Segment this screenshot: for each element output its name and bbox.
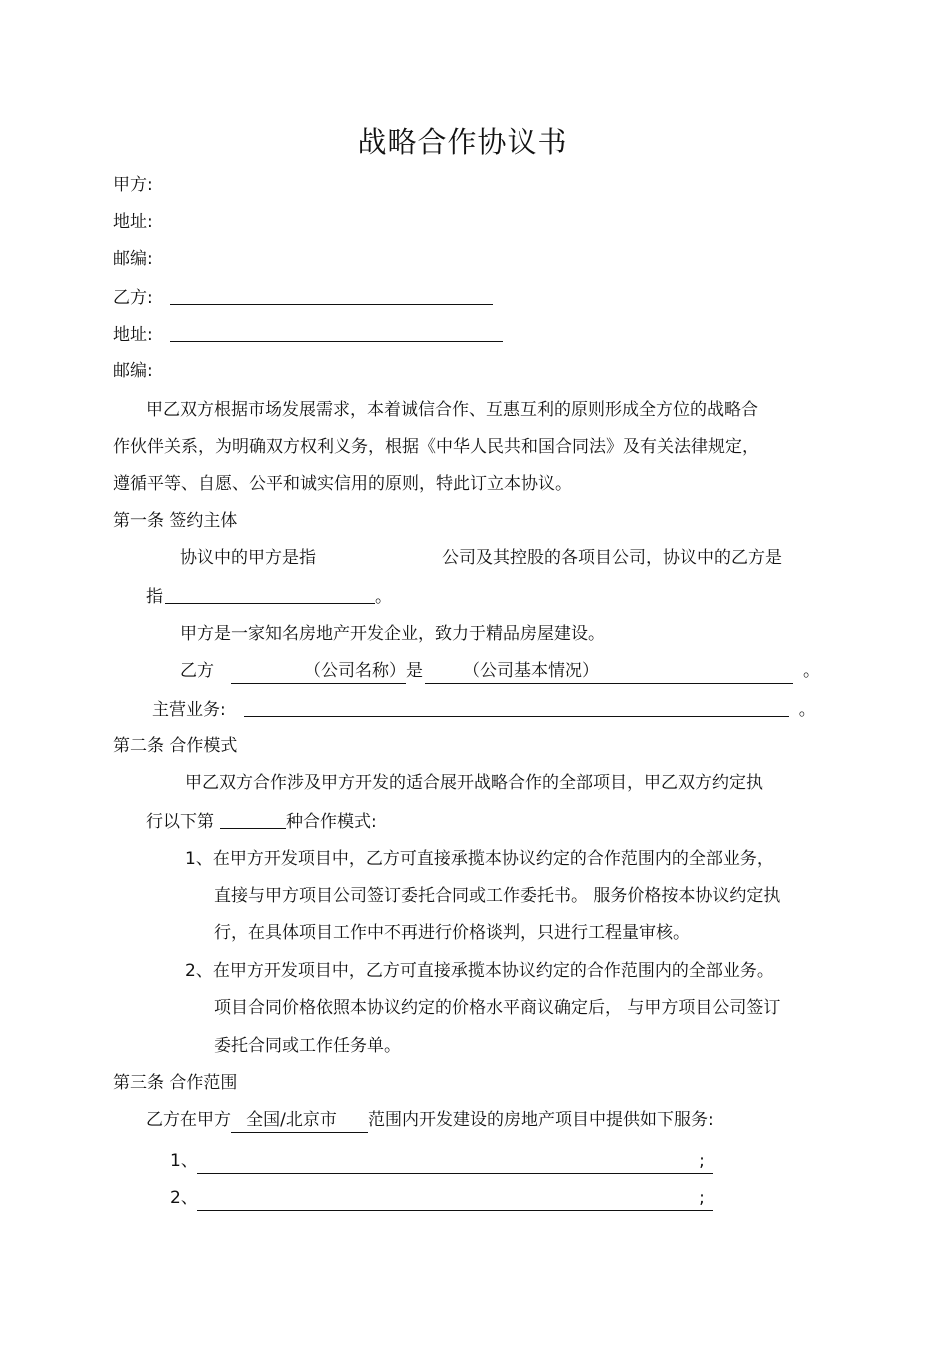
company-info-field[interactable] (425, 660, 793, 684)
article-3-intro-a: 乙方在甲方 (146, 1110, 231, 1130)
mode-1-line-3: 行，在具体项目工作中不再进行价格谈判，只进行工程量审核。 (214, 923, 690, 943)
scope-region-value: 全国/北京市 (246, 1110, 337, 1130)
company-name-hint: （公司名称） (304, 661, 406, 681)
service-item-2-number: 2、 (170, 1188, 198, 1208)
service-item-1-number: 1、 (170, 1151, 198, 1171)
main-business-label: 主营业务: (152, 700, 226, 720)
article-2-intro-line-1: 甲乙双方合作涉及甲方开发的适合展开战略合作的全部项目，甲乙双方约定执 (185, 773, 763, 793)
mode-2-line-1: 2、在甲方开发项目中，乙方可直接承揽本协议约定的合作范围内的全部业务。 (185, 961, 774, 981)
party-b-address-label: 地址: (113, 325, 153, 345)
article-1-p1-a: 协议中的甲方是指 (180, 548, 316, 568)
preamble-line-2: 作伙伴关系，为明确双方权利义务，根据《中华人民共和国合同法》及有关法律规定， (113, 437, 759, 457)
article-1-p1-c: 指 (146, 587, 163, 607)
cooperation-mode-blank[interactable] (220, 810, 286, 829)
article-1-heading: 第一条 签约主体 (113, 511, 238, 531)
mode-1-line-1: 1、在甲方开发项目中，乙方可直接承揽本协议约定的合作范围内的全部业务， (185, 849, 774, 869)
service-item-2-blank[interactable] (197, 1187, 713, 1211)
document-title: 战略合作协议书 (357, 125, 568, 159)
main-business-end: 。 (798, 700, 816, 720)
article-3-intro-b: 范围内开发建设的房地产项目中提供如下服务: (368, 1110, 714, 1130)
party-b-postcode-label: 邮编: (113, 361, 153, 381)
article-1-p3-is: 是 (406, 661, 423, 681)
preamble-line-1: 甲乙双方根据市场发展需求，本着诚信合作、互惠互利的原则形成全方位的战略合 (146, 400, 758, 420)
article-3-heading: 第三条 合作范围 (113, 1073, 238, 1093)
article-1-p2: 甲方是一家知名房地产开发企业，致力于精品房屋建设。 (180, 624, 605, 644)
mode-2-line-2: 项目合同价格依照本协议约定的价格水平商议确定后， 与甲方项目公司签订 (214, 998, 781, 1018)
company-info-hint: （公司基本情况） (463, 661, 599, 681)
article-1-p1-b: 公司及其控股的各项目公司，协议中的乙方是 (442, 548, 782, 568)
scope-region-field[interactable] (231, 1109, 368, 1133)
party-b-address-blank[interactable] (170, 323, 503, 342)
party-b-label: 乙方: (113, 288, 153, 308)
article-1-p3-a: 乙方 (180, 661, 214, 681)
party-a-label: 甲方: (113, 175, 153, 195)
article-2-intro-b: 种合作模式: (286, 812, 377, 832)
party-a-address-label: 地址: (113, 212, 153, 232)
main-business-blank[interactable] (244, 698, 789, 717)
service-item-1-end: ; (699, 1151, 705, 1171)
service-item-1-blank[interactable] (197, 1150, 713, 1174)
article-1-p1-end: 。 (375, 587, 392, 607)
company-name-field[interactable] (231, 660, 406, 684)
preamble-line-3: 遵循平等、自愿、公平和诚实信用的原则，特此订立本协议。 (113, 474, 572, 494)
mode-2-line-3: 委托合同或工作任务单。 (214, 1036, 401, 1056)
service-item-2-end: ; (699, 1188, 705, 1208)
article-1-p3-end: 。 (803, 661, 820, 681)
mode-1-line-2: 直接与甲方项目公司签订委托合同或工作委托书。 服务价格按本协议约定执 (214, 886, 781, 906)
party-b-subject-blank[interactable] (165, 585, 375, 604)
article-2-heading: 第二条 合作模式 (113, 736, 238, 756)
party-b-name-blank[interactable] (170, 286, 493, 305)
article-2-intro-a: 行以下第 (146, 812, 214, 832)
party-a-postcode-label: 邮编: (113, 249, 153, 269)
